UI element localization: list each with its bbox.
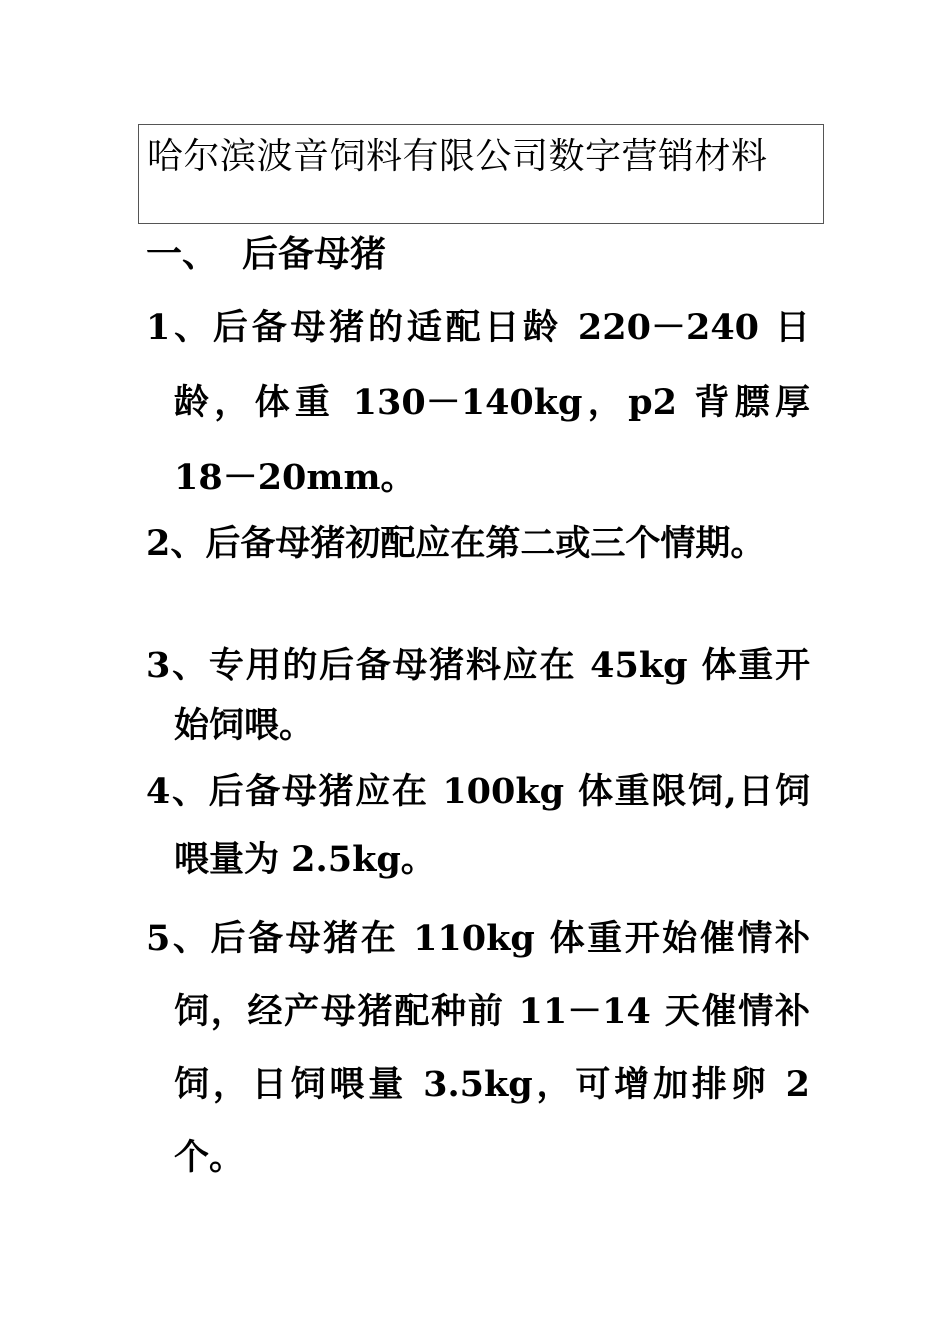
document-title: 哈尔滨波音饲料有限公司数字营销材料 xyxy=(138,124,824,224)
list-item: 3、专用的后备母猪料应在 45kg 体重开始饲喂。 xyxy=(146,645,810,746)
list-item: 4、后备母猪应在 100kg 体重限饲,日饲喂量为 2.5kg。 xyxy=(146,771,810,880)
list-item: 5、后备母猪在 110kg 体重开始催情补饲，经产母猪配种前 11－14 天催情补饲，日饲喂量 3.5kg，可增加排卵 2 个。 xyxy=(146,918,810,1178)
list-item: 2、后备母猪初配应在第二或三个情期。 xyxy=(146,523,766,564)
section-title: 后备母猪 xyxy=(242,234,387,275)
section-heading xyxy=(146,232,386,278)
section-number: 一、 xyxy=(146,234,219,275)
list-item: 1、后备母猪的适配日龄 220－240 日龄，体重 130－140kg，p2 背膘厚 18－20mm。 xyxy=(146,307,810,498)
